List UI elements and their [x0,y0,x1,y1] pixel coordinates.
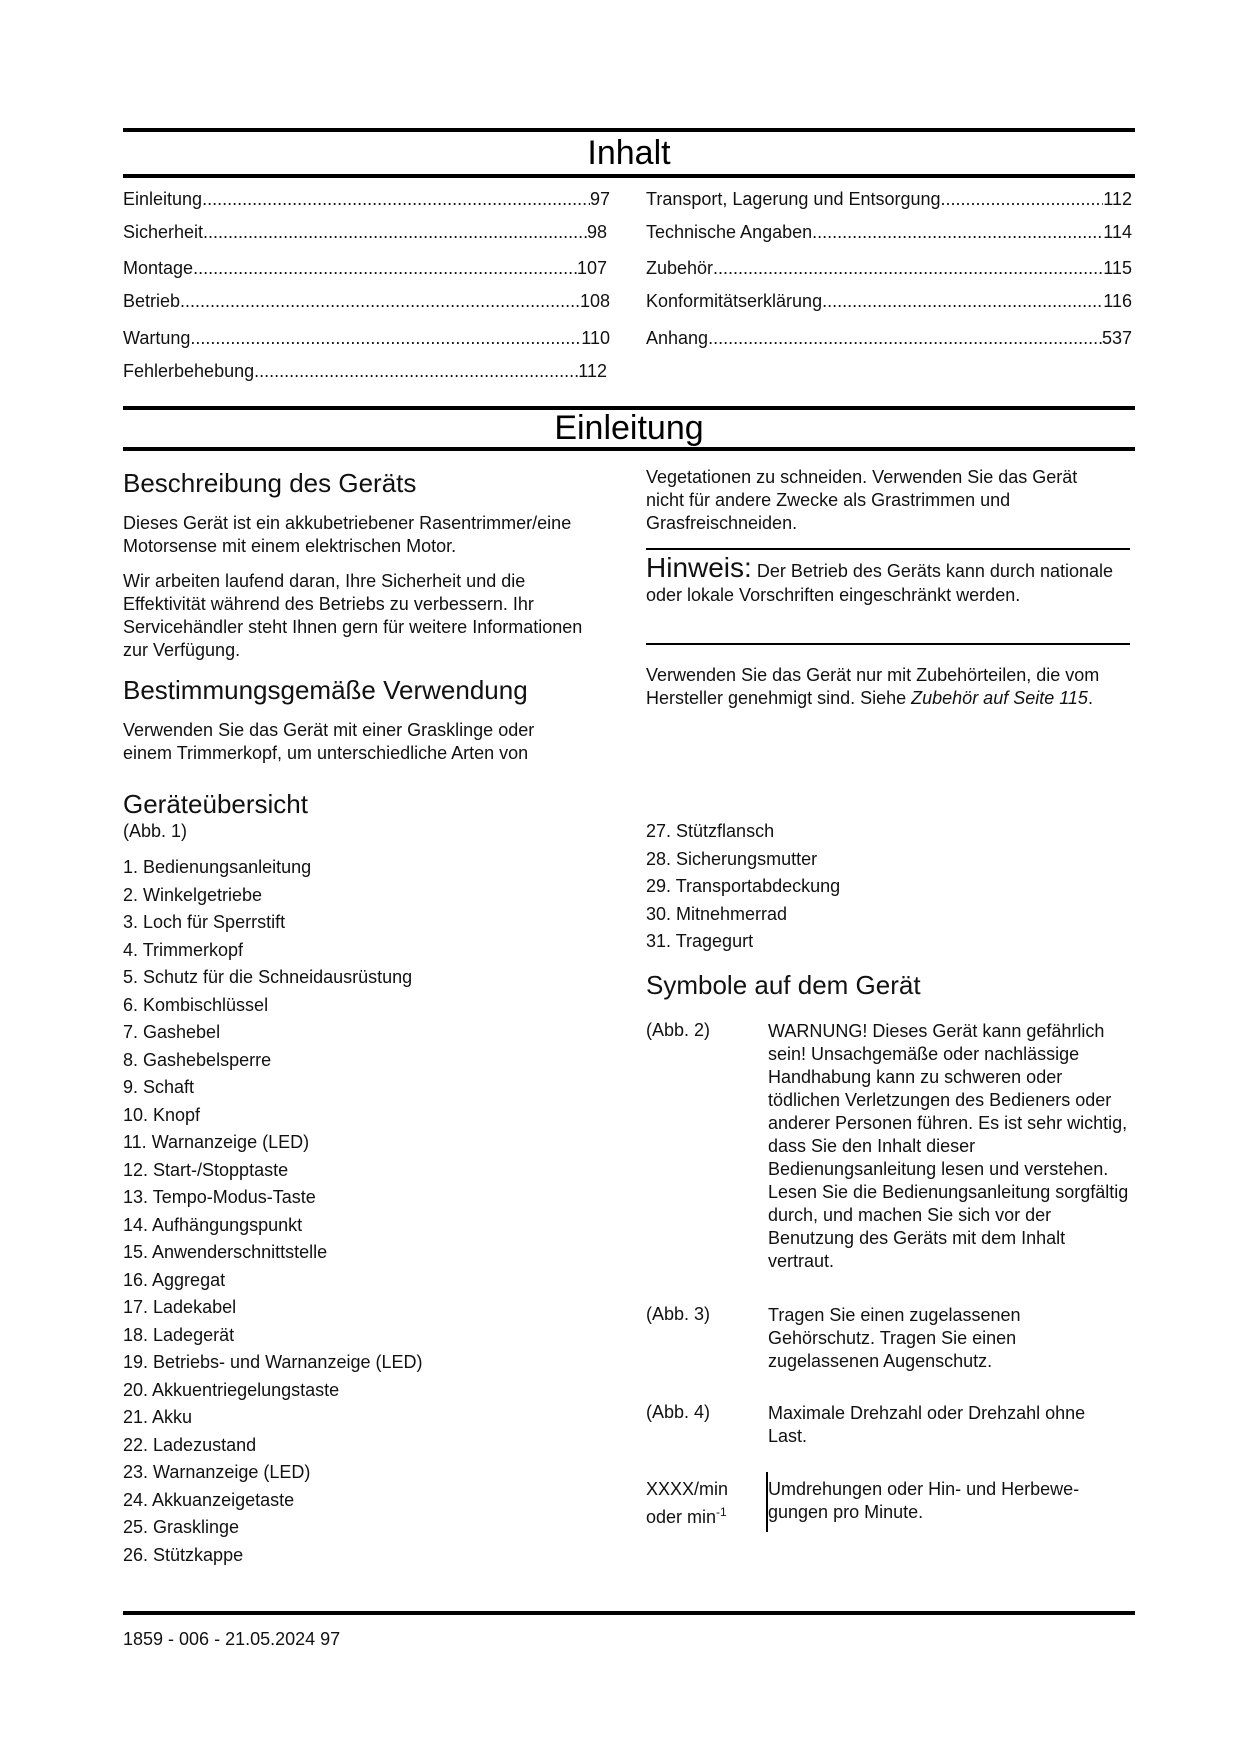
note-text: Der Betrieb des Geräts kann durch nationale oder lokale Vorschriften eingeschränkt werden. [646,561,1114,605]
accessory-link[interactable]: Zubehör auf Seite 115 [911,688,1088,708]
overview-item: 16. Aggregat [123,1269,226,1290]
footer-text: 1859 - 006 - 21.05.2024 97 [123,1629,341,1649]
overview-item: 1. Bedienungsanleitung [123,857,312,877]
toc-entry-konformitaet[interactable] [646,291,1132,312]
toc-title: Inhalt [587,134,671,172]
intro-bottom-rule [123,447,1135,451]
note-top-rule [646,548,1130,550]
overview-item: 7. Gashebel [123,1022,221,1042]
toc-entry-wartung[interactable] [123,328,610,349]
toc-entry-technische-angaben[interactable] [646,222,1132,243]
toc-entry-page: 107 [576,258,607,278]
overview-item: 9. Schaft [123,1077,195,1097]
toc-entry-label: Transport, Lagerung und Entsorgung [646,189,941,209]
symbol-text-abb4: Maximale Drehzahl oder Drehzahl ohne Last. [768,1403,1086,1446]
symbol-ref-abb4: (Abb. 4) [646,1402,711,1422]
overview-item: 8. Gashebelsperre [123,1049,272,1070]
toc-dots [202,189,590,210]
overview-item: 27. Stützflansch [646,821,775,841]
toc-entry-page: 97 [589,189,610,209]
toc-entry-label: Einleitung [123,189,203,209]
symbol-text-abb3: Tragen Sie einen zugelassenen Gehörschutz. Tragen Sie einen zugelassenen Augenschutz. [768,1305,1021,1371]
unit-line-2 [646,1501,761,1529]
toc-entry-page: 112 [1103,189,1132,209]
overview-item: 14. Aufhängungspunkt [123,1214,303,1235]
use-paragraph-2: Vegetationen zu schneiden. Verwenden Sie das Gerät nicht für andere Zwecke als Grastrimmen und Grasfreischneiden. [646,467,1078,533]
toc-entry-page: 112 [578,361,607,381]
toc-entry-label: Anhang [646,328,709,348]
toc-entry-label: Wartung [123,328,191,348]
overview-item: 28. Sicherungsmutter [646,848,818,869]
toc-entry-page: 114 [1103,222,1132,242]
overview-figure-ref: (Abb. 1) [123,821,188,841]
unit-line-2-text: oder min [646,1507,717,1527]
accessory-text: Verwenden Sie das Gerät nur mit Zubehörteilen, die vom Hersteller genehmigt sind. Siehe [646,665,1100,708]
toc-entry-page: 108 [579,291,610,311]
desc-heading: Beschreibung des Geräts [123,468,417,498]
toc-entry-label: Zubehör [646,258,714,278]
toc-entry-page: 110 [581,328,610,348]
toc-entry-transport[interactable] [646,189,1132,210]
overview-item: 21. Akku [123,1407,193,1427]
toc-dots [203,222,587,243]
overview-item: 10. Knopf [123,1104,201,1125]
toc-dots [708,328,1102,349]
overview-item: 23. Warnanzeige (LED) [123,1462,311,1482]
unit-line-2-superscript: -1 [716,1505,727,1519]
toc-entry-label: Konformitätserklärung [646,291,823,311]
use-heading: Bestimmungsgemäße Verwendung [123,675,528,705]
toc-dots [254,361,578,382]
toc-dots [713,258,1103,279]
toc-dots [812,222,1103,243]
toc-entry-page: 537 [1101,328,1132,348]
overview-item: 2. Winkelgetriebe [123,884,263,905]
toc-bottom-rule [123,174,1135,178]
toc-dots [941,189,1104,210]
overview-item: 24. Akkuanzeigetaste [123,1489,295,1510]
overview-item: 3. Loch für Sperrstift [123,912,286,932]
overview-item: 25. Grasklinge [123,1517,240,1537]
toc-entry-zubehoer[interactable] [646,258,1132,279]
toc-entry-label: Montage [123,258,194,278]
accessory-end: . [1087,688,1093,708]
toc-top-rule [123,128,1135,132]
symbols-heading: Symbole auf dem Gerät [646,970,921,1000]
toc-entry-einleitung[interactable] [123,189,610,210]
overview-item: 29. Transportabdeckung [646,876,841,896]
toc-dots [180,291,580,312]
overview-item: 17. Ladekabel [123,1297,237,1317]
overview-item: 11. Warnanzeige (LED) [123,1132,310,1152]
symbol-text-abb2: WARNUNG! Dieses Gerät kann gefährlich sein! Unsachgemäße oder nachlässige Handhabung kann zu schweren oder tödlichen Verletzungen des Bedieners oder anderer Personen führen. Es ist sehr wichtig, dass Sie den Inhalt dieser Bedienungsanleitung lesen und verstehen. Lesen Sie die Bedienungsanleitung sorgfältig durch, und machen Sie sich vor der Benutzung des Geräts mit dem Inhalt vertraut. [768,1021,1129,1271]
overview-item: 19. Betriebs- und Warnanzeige (LED) [123,1352,423,1372]
accessory-paragraph [646,664,1131,710]
note-label: Hinweis: [646,552,752,583]
overview-item: 5. Schutz für die Schneidausrüstung [123,967,413,987]
toc-entry-betrieb[interactable] [123,291,610,312]
toc-dots [190,328,581,349]
toc-entry-page: 115 [1103,258,1132,278]
intro-title: Einleitung [554,409,704,447]
symbol-ref-abb2: (Abb. 2) [646,1020,711,1040]
overview-item: 26. Stützkappe [123,1544,244,1565]
overview-heading: Geräteübersicht [123,789,308,819]
overview-item: 12. Start-/Stopptaste [123,1159,289,1180]
note-box [646,552,1116,607]
overview-item: 6. Kombischlüssel [123,994,269,1015]
toc-entry-page: 98 [586,222,607,242]
unit-line-1: XXXX/min [646,1479,729,1499]
toc-dots [822,291,1103,312]
desc-paragraph-2: Wir arbeiten laufend daran, Ihre Sicherheit und die Effektivität während des Betriebs zu verbessern. Ihr Servicehändler steht Ihnen gern für weitere Informationen zur Verfügung. [123,571,583,660]
overview-item: 31. Tragegurt [646,931,754,951]
toc-entry-montage[interactable] [123,258,607,279]
note-bottom-rule [646,643,1130,645]
symbol-unit-text: Umdrehungen oder Hin- und Herbewe-gungen pro Minute. [768,1479,1080,1522]
toc-entry-label: Technische Angaben [646,222,813,242]
overview-item: 30. Mitnehmerrad [646,903,788,924]
overview-item: 13. Tempo-Modus-Taste [123,1187,316,1207]
use-paragraph-1: Verwenden Sie das Gerät mit einer Grasklinge oder einem Trimmerkopf, um unterschiedliche Arten von [123,720,535,763]
desc-paragraph-1: Dieses Gerät ist ein akkubetriebener Rasentrimmer/eine Motorsense mit einem elektrischen Motor. [123,513,572,556]
overview-item: 22. Ladezustand [123,1434,257,1455]
toc-entry-label: Sicherheit [123,222,204,242]
toc-entry-page: 116 [1103,291,1132,311]
overview-item: 4. Trimmerkopf [123,939,244,960]
toc-entry-anhang[interactable] [646,328,1132,349]
toc-entry-sicherheit[interactable] [123,222,607,243]
toc-entry-label: Betrieb [123,291,181,311]
overview-item: 20. Akkuentriegelungstaste [123,1379,340,1400]
symbol-unit-label [646,1478,761,1529]
overview-item: 15. Anwenderschnittstelle [123,1242,328,1262]
symbol-ref-abb3: (Abb. 3) [646,1304,711,1324]
toc-dots [193,258,577,279]
toc-entry-label: Fehlerbehebung [123,361,255,381]
overview-item: 18. Ladegerät [123,1324,235,1345]
footer-rule [123,1611,1135,1615]
toc-entry-fehlerbehebung[interactable] [123,361,607,382]
